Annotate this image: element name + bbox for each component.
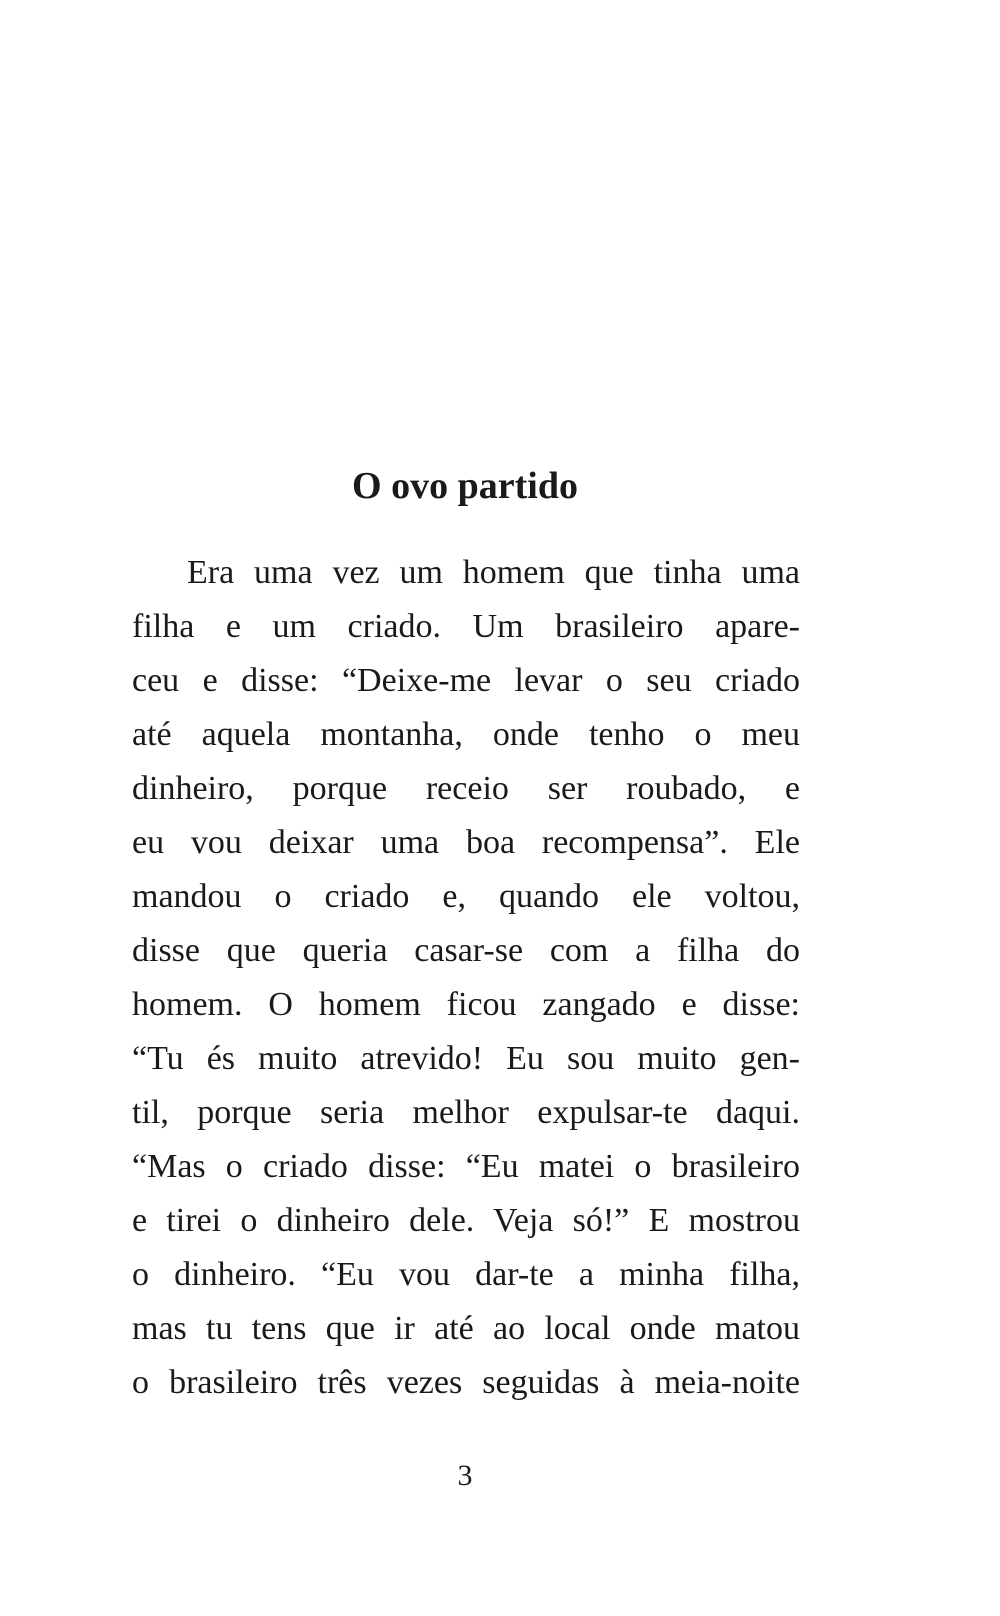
page-number: 3 [457, 1459, 473, 1492]
text-line: Era uma vez um homem que tinha uma [187, 554, 800, 591]
text-line: til, porque seria melhor expulsar-te daqui. [132, 1094, 800, 1131]
text-line: “Tu és muito atrevido! Eu sou muito gen- [132, 1040, 800, 1077]
text-line: ceu e disse: “Deixe-me levar o seu criado [132, 662, 800, 699]
text-line: disse que queria casar-se com a filha do [132, 932, 800, 969]
text-line: filha e um criado. Um brasileiro apare- [132, 608, 800, 645]
text-line: dinheiro, porque receio ser roubado, e [132, 770, 800, 807]
text-line: mandou o criado e, quando ele voltou, [132, 878, 800, 915]
text-line: mas tu tens que ir até ao local onde matou [132, 1310, 800, 1347]
chapter-title: O ovo partido [352, 465, 578, 507]
text-line: homem. O homem ficou zangado e disse: [132, 986, 800, 1023]
body-text [132, 546, 800, 1410]
text-line: o dinheiro. “Eu vou dar-te a minha filha, [132, 1256, 800, 1293]
text-line: até aquela montanha, onde tenho o meu [132, 716, 800, 753]
text-line: e tirei o dinheiro dele. Veja só!” E mostrou [132, 1202, 800, 1239]
text-line: o brasileiro três vezes seguidas à meia-noite [132, 1364, 800, 1401]
text-line: eu vou deixar uma boa recompensa”. Ele [132, 824, 800, 861]
text-line: “Mas o criado disse: “Eu matei o brasileiro [132, 1148, 800, 1185]
